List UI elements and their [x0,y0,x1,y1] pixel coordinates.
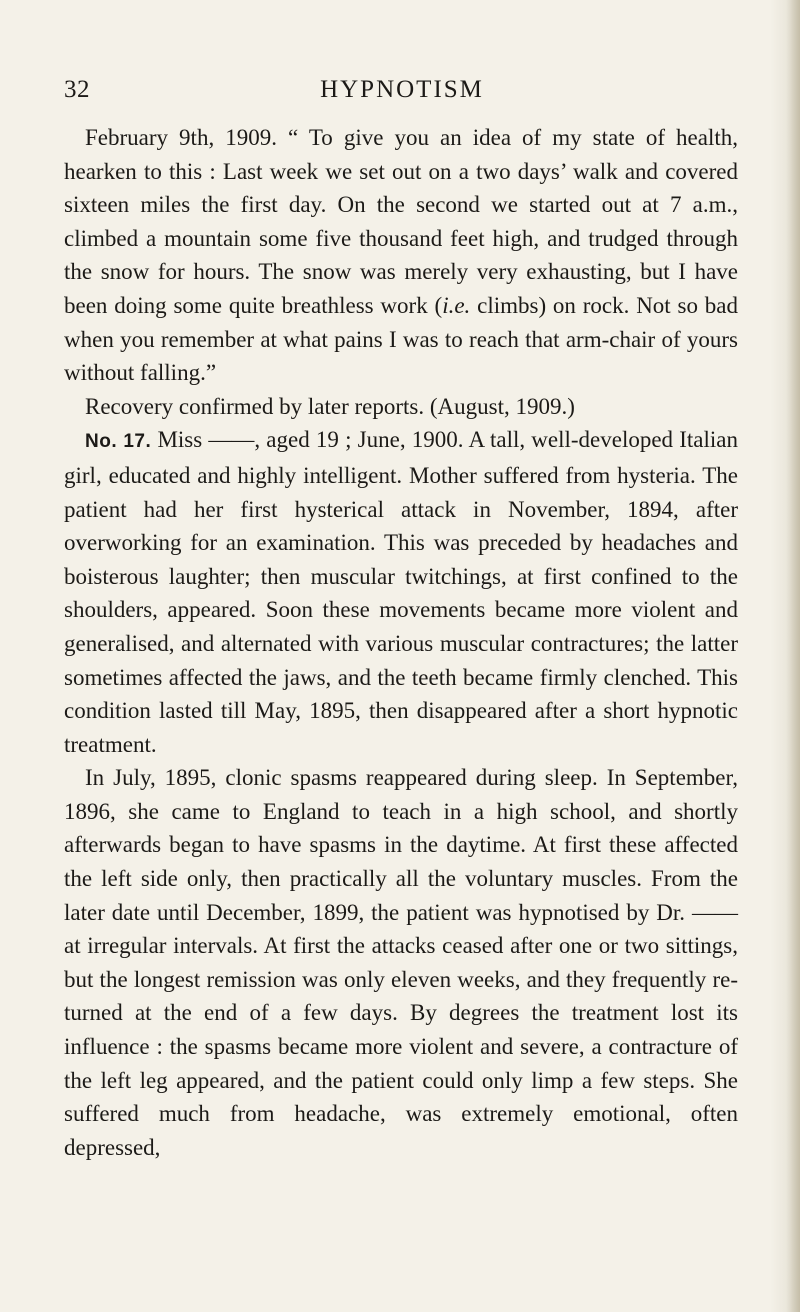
paragraph-text: climbs) on rock. Not so bad when you remember at what pains I was to reach that arm-chair of yours without falling.” [64,292,739,386]
paragraph-text: February 9th, 1909. “ To give you an idea of my state of health, hearken to this : Last week we set out on a two days’ walk and covered sixteen miles the first day. On the second we started out at 7 a.m., climbed a mountain some five thousand feet high, and trudged through the snow for hours. The snow was merely very exhausting, but I have been doing some quite breathless work ( [64,125,738,318]
paragraph-text: Miss ——, aged 19 ; June, 1900. A tall, well-developed Italian girl, educated and highly intelligent. Mother suffered from hysteria. The patient had her first hysterical attack in November, 1894, after overworking for an examination. This was preceded by headaches and boisterous laughter; then muscular twitchings, at first confined to the shoulders, appeared. Soon these movements became more violent and generalised, and alternated with various muscular contractures; the latter sometimes affected the jaws, and the teeth became firmly clenched. This condition lasted till May, 1895, then disappeared after a short hypnotic treatment. [64,427,738,757]
running-title: HYPNOTISM [320,76,484,103]
paragraph-recovery: Recovery confirmed by later reports. (August, 1909.) [85,393,575,419]
page-edge-shadow [786,0,800,1312]
paragraph-letter [64,121,738,390]
case-number: No. 17. [85,431,152,453]
paragraph-italic: i.e. [442,292,471,318]
paragraph-case-17 [64,423,738,761]
paragraph-history: In July, 1895, clonic spasms reappeared during sleep. In September, 1896, she came to England to teach in a high school, and shortly afterwards began to have spasms in the daytime. At first these affected the left side only, then practically all the voluntary muscles. From the later date until December, 1899, the patient was hypnotised by Dr. —— at irregular intervals. At first the attacks ceased after one or two sittings, but the longest remission was only eleven weeks, and they frequently re-turned at the end of a few days. By degrees the treatment lost its influence : the spasms became more violent and severe, a contracture of the left leg appeared, and the patient could only limp a few steps. She suffered much from headache, was extremely emotional, often depressed, [64,765,738,1160]
page-number: 32 [64,76,90,103]
body-text [64,121,738,1164]
running-head [64,76,740,110]
